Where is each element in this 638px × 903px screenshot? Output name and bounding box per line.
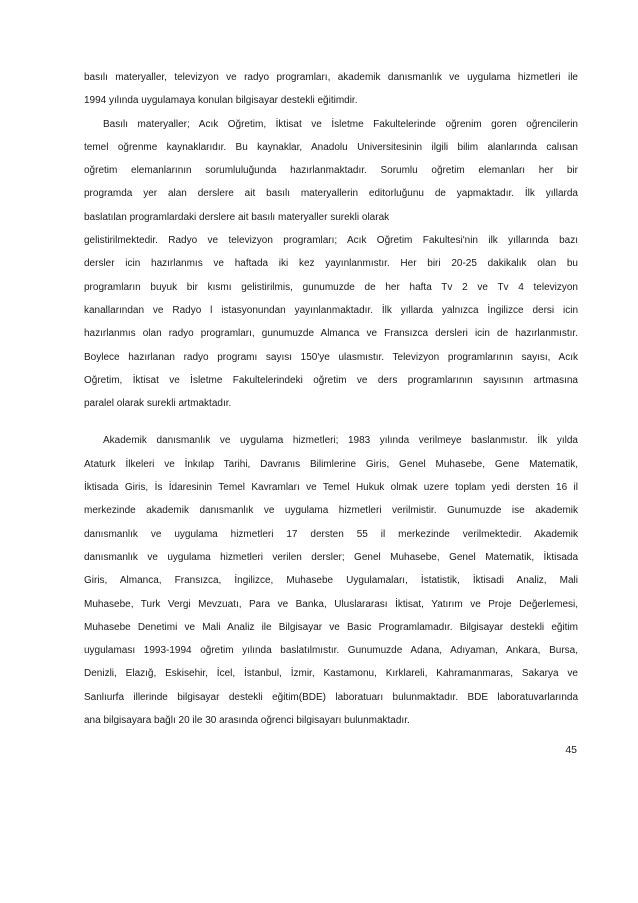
text-line: baslatılan programlardaki derslere ait basılı materyaller surekli olarak	[84, 211, 390, 223]
text-line: basılı materyaller, televizyon ve radyo programları, akademik danısmanlık ve uygulama hizmetleri ile	[84, 72, 578, 83]
text-line: programda yer alan derslere ait basılı materyallerin editorluğunu de yapmaktadır. İlk yıllarda	[84, 188, 578, 200]
text-line: danısmanlık ve uygulama hizmetleri verilen dersler; Genel Muhasebe, Genel Matematik, İktisada	[84, 551, 578, 563]
text-line: Sanlıurfa illerinde bilgisayar destekli eğitim(BDE) laboratuarı bulunmaktadır. BDE laboratuvarlarında	[84, 691, 578, 703]
text-line: İktisada Giris, İs İdaresinin Temel Kavramları ve Temel Hukuk olmak uzere toplam yedi dersten 16 il	[84, 482, 578, 494]
text-line: Muhasebe Denetimi ve Mali Analiz ile Bilgisayar ve Basic Programlamadır. Bilgisayar destekli eğitim	[84, 621, 578, 633]
paragraph-1	[84, 66, 578, 113]
text-line: programların buyuk bir kısmı gelistirilmis, gunumuzde de her hafta Tv 2 ve Tv 4 televizyon	[84, 281, 578, 293]
text-line: Giris, Almanca, Fransızca, İngilizce, Muhasebe Uygulamaları, İstatistik, İktisadi Analiz, Mali	[84, 575, 578, 587]
text-line: Boylece hazırlanan radyo programı sayısı 150'ye ulasmıstır. Televizyon programlarının sayısı, Acık	[84, 351, 578, 363]
text-line: merkezinde akademik danısmanlık ve uygulama hizmetleri verilmistir. Gunumuzde ise akademik	[84, 505, 578, 517]
text-line: gelistirilmektedir. Radyo ve televizyon programları; Acık Oğretim Fakultesi'nin ilk yıllarında bazı	[84, 235, 578, 247]
text-line: Basılı materyaller; Acık Oğretim, İktisat ve İsletme Fakultelerinde oğrenim goren oğrencilerin	[103, 118, 578, 130]
text-line: Oğretim, İktisat ve İsletme Fakultelerindeki oğretim ve ders programlarının sayısının artmasına	[84, 374, 578, 386]
text-line: Ataturk İlkeleri ve İnkılap Tarihi, Davranıs Bilimlerine Giris, Genel Muhasebe, Gene Matematik,	[84, 458, 578, 470]
text-line: temel oğrenme kaynaklarıdır. Bu kaynaklar, Anadolu Universitesinin ilgili bilim alanlarında calısan	[84, 141, 578, 153]
paragraph-gap	[84, 415, 578, 429]
page-number: 45	[565, 744, 577, 756]
text-line: hazırlanmıs olan radyo programları, gunumuzde Almanca ve Fransızca dersleri icin de hazırlanmıstır.	[84, 328, 578, 340]
text-line: 1994 yılında uygulamaya konulan bilgisayar destekli eğitimdir.	[84, 95, 358, 107]
text-line: oğretim elemanlarının sorumluluğunda hazırlanmaktadır. Sorumlu oğretim elemanları her bir	[84, 165, 578, 177]
text-line: Denizli, Elazığ, Eskisehir, İcel, İstanbul, İzmir, Kastamonu, Kırklareli, Kahramanmaras, Sakarya ve	[84, 668, 578, 680]
document-body	[84, 66, 578, 732]
text-line: kanallarından ve Radyo l istasyonundan yayınlanmaktadır. İlk yıllarda yalnızca İngilizce dersi icin	[84, 304, 578, 316]
text-line: Akademik danısmanlık ve uygulama hizmetleri; 1983 yılında verilmeye baslanmıstır. İlk yılda	[103, 435, 578, 447]
text-line: danısmanlık ve uygulama hizmetleri 17 dersten 55 il merkezinde verilmektedir. Akademik	[84, 528, 578, 540]
text-line: Muhasebe, Turk Vergi Mevzuatı, Para ve Banka, Uluslararası İktisat, Yatırım ve Proje Değerlemesi,	[84, 598, 578, 610]
paragraph-2	[84, 113, 578, 416]
text-line: dersler icin hazırlanmıs ve haftada iki kez yayınlanmıstır. Her biri 20-25 dakikalık olan bu	[84, 258, 578, 270]
paragraph-3	[84, 429, 578, 732]
text-line: uygulaması 1993-1994 oğretim yılında baslatılmıstır. Gunumuzde Adana, Adıyaman, Ankara, Bursa,	[84, 645, 578, 657]
text-line: paralel olarak surekli artmaktadır.	[84, 398, 232, 410]
text-line: ana bilgisayara bağlı 20 ile 30 arasında oğrenci bilgisayarı bulunmaktadır.	[84, 715, 410, 727]
